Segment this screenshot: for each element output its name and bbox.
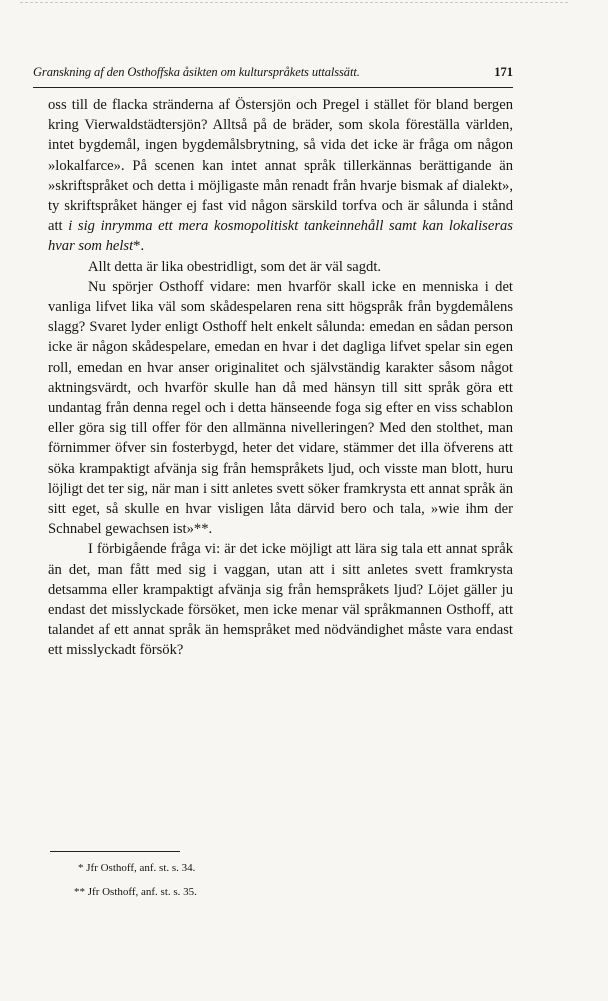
body-text bbox=[48, 95, 513, 661]
page-number: 171 bbox=[494, 65, 513, 79]
footnote-1: * Jfr Osthoff, anf. st. s. 34. bbox=[78, 862, 196, 874]
paragraph-1-quote-italic: i sig inrymma ett mera kosmopolitiskt tankeinnehåll samt kan lokaliseras hvar som helst bbox=[48, 218, 513, 255]
paragraph-1 bbox=[48, 95, 513, 257]
running-header-title: Granskning af den Osthoffska åsikten om kulturspråkets uttalssätt. bbox=[33, 65, 360, 79]
paragraph-4: I förbigående fråga vi: är det icke möjligt att lära sig tala ett annat språk än det, man fått med sig i vaggan, utan att i sitt anletes svett framkrysta detsamma eller krampaktigt afvänja sig från hemspråkets ljud? Löjet gäller ju endast det misslyckade försöket, men icke menar väl språkmannen Osthoff, att talandet af ett annat språk än hemspråket med nödvändighet måste vara endast ett misslyckadt försök? bbox=[48, 541, 513, 659]
footnote-2: ** Jfr Osthoff, anf. st. s. 35. bbox=[74, 886, 197, 898]
header-rule bbox=[33, 87, 513, 88]
paragraph-1-text: oss till de flacka stränderna af Östersjön och Pregel i stället för bland bergen kring Vierwaldstädtersjön? Alltså på de bräder, som skola föreställa världen, intet bygdemål, ingen bygdemålsbrytning, så vida det icke är fråga om någon »lokalfarce». På scenen kan intet annat språk tillerkännas berättigande än »skriftspråket och detta i möjligaste mån renadt från hvarje bismak af dialekt», ty skriftspråket hänger ej fast vid någon särskild torfva och är sålunda i stånd att bbox=[48, 97, 513, 235]
scan-edge-line bbox=[20, 2, 568, 3]
footnote-ref-1: *. bbox=[133, 238, 145, 255]
paragraph-2: Allt detta är lika obestridligt, som det är väl sagdt. bbox=[88, 258, 382, 275]
paragraph-3: Nu spörjer Osthoff vidare: men hvarför skall icke en menniska i det vanliga lifvet lika väl som skådespelaren rena sitt högspråk från bygdemålens slagg? Svaret lyder enligt Osthoff helt enkelt sålunda: emedan en sådan person icke är någon skådespelare, emedan en hvar i det dagliga lifvet spelar sin egen roll, emedan en hvar anser originalitet och självständig karakter såsom något aktningsvärdt, och hvarför skulle han då med hänsyn till sitt språk göra ett undantag från denna regel och i detta hänseende foga sig efter en viss schablon eller göra sig till offer för den allmänna nivelleringen? Med den stolthet, man förnimmer öfver sin fosterbygd, heter det vidare, stämmer det illa öfverens att söka krampaktigt afvänja sig från hemspråkets ljud, och visste man blott, huru löjligt det ter sig, när man i sitt anletes svett söker framkrysta ett annat språk än sitt eget, så skulle en hvar visligen låta därvid bero och tala, »wie ihm der Schnabel gewachsen ist»**. bbox=[48, 278, 513, 538]
footnote-rule bbox=[50, 851, 180, 852]
